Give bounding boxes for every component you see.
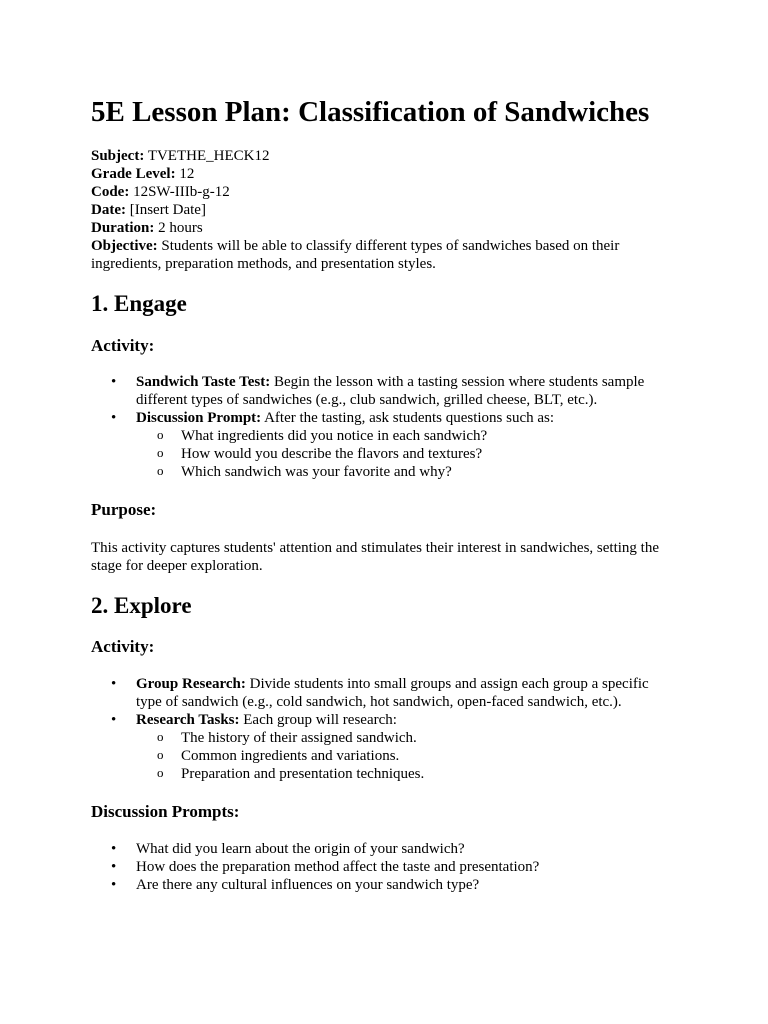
sub-list-item: o Preparation and presentation techniques. <box>157 765 425 782</box>
meta-code: Code: 12SW-IIIb-g-12 <box>91 184 230 200</box>
sub-bullet-glyph: o <box>157 445 164 460</box>
page-title: 5E Lesson Plan: Classification of Sandwiches <box>91 96 650 128</box>
explore-research-sublist <box>136 729 671 783</box>
sub-bullet-glyph: o <box>157 463 164 478</box>
lesson-meta <box>91 147 671 273</box>
list-item: • Research Tasks: Each group will research: o The history of their assigned sandwich. o Common ingredients and variations. o Preparation and presentation techniques. <box>91 711 671 783</box>
sub-bullet-glyph: o <box>157 427 164 442</box>
meta-subject: Subject: TVETHE_HECK12 <box>91 148 270 164</box>
engage-purpose-text: This activity captures students' attention and stimulates their interest in sandwiches, setting the stage for deeper exploration. <box>91 540 659 574</box>
list-item: • Discussion Prompt: After the tasting, ask students questions such as: o What ingredients did you notice in each sandwich? o How would you describe the flavors and textures? o Which sandwich was your favorite and why? <box>91 409 671 481</box>
meta-grade-level: Grade Level: 12 <box>91 166 195 182</box>
bullet-glyph: • <box>111 877 117 893</box>
bullet-glyph: • <box>111 712 117 728</box>
explore-discussion-list <box>91 840 671 894</box>
list-item: • Are there any cultural influences on your sandwich type? <box>111 877 480 893</box>
meta-duration: Duration: 2 hours <box>91 220 203 236</box>
bullet-glyph: • <box>111 841 117 857</box>
list-item: • How does the preparation method affect the taste and presentation? <box>111 859 540 875</box>
bullet-glyph: • <box>111 859 117 875</box>
sub-list-item: o Common ingredients and variations. <box>157 747 400 764</box>
section-heading-explore: 2. Explore <box>91 593 192 618</box>
engage-discussion-sublist <box>136 427 671 481</box>
explore-activity-list <box>91 675 671 783</box>
sub-list-item: o Which sandwich was your favorite and why? <box>157 463 452 480</box>
meta-objective: Objective: Students will be able to classify different types of sandwiches based on their ingredients, preparation methods, and presentation styles. <box>91 238 620 272</box>
explore-discussion-heading: Discussion Prompts: <box>91 802 240 821</box>
list-item: • What did you learn about the origin of your sandwich? <box>111 841 465 857</box>
section-heading-engage: 1. Engage <box>91 291 187 316</box>
bullet-glyph: • <box>111 676 117 692</box>
sub-list-item: o How would you describe the flavors and textures? <box>157 445 483 462</box>
engage-purpose-heading: Purpose: <box>91 500 157 519</box>
sub-list-item: o What ingredients did you notice in each sandwich? <box>157 427 488 444</box>
list-item: • Group Research: Divide students into small groups and assign each group a specific type of sandwich (e.g., cold sandwich, hot sandwich, open-faced sandwich, etc.). <box>111 676 649 710</box>
bullet-glyph: • <box>111 374 117 390</box>
sub-bullet-glyph: o <box>157 729 164 744</box>
list-item: • Sandwich Taste Test: Begin the lesson with a tasting session where students sample different types of sandwiches (e.g., club sandwich, grilled cheese, BLT, etc.). <box>111 374 645 408</box>
explore-activity-heading: Activity: <box>91 637 155 656</box>
sub-bullet-glyph: o <box>157 765 164 780</box>
engage-activity-list <box>91 373 671 481</box>
meta-date: Date: [Insert Date] <box>91 202 206 218</box>
sub-bullet-glyph: o <box>157 747 164 762</box>
sub-list-item: o The history of their assigned sandwich. <box>157 729 417 746</box>
engage-activity-heading: Activity: <box>91 336 155 355</box>
bullet-glyph: • <box>111 410 117 426</box>
